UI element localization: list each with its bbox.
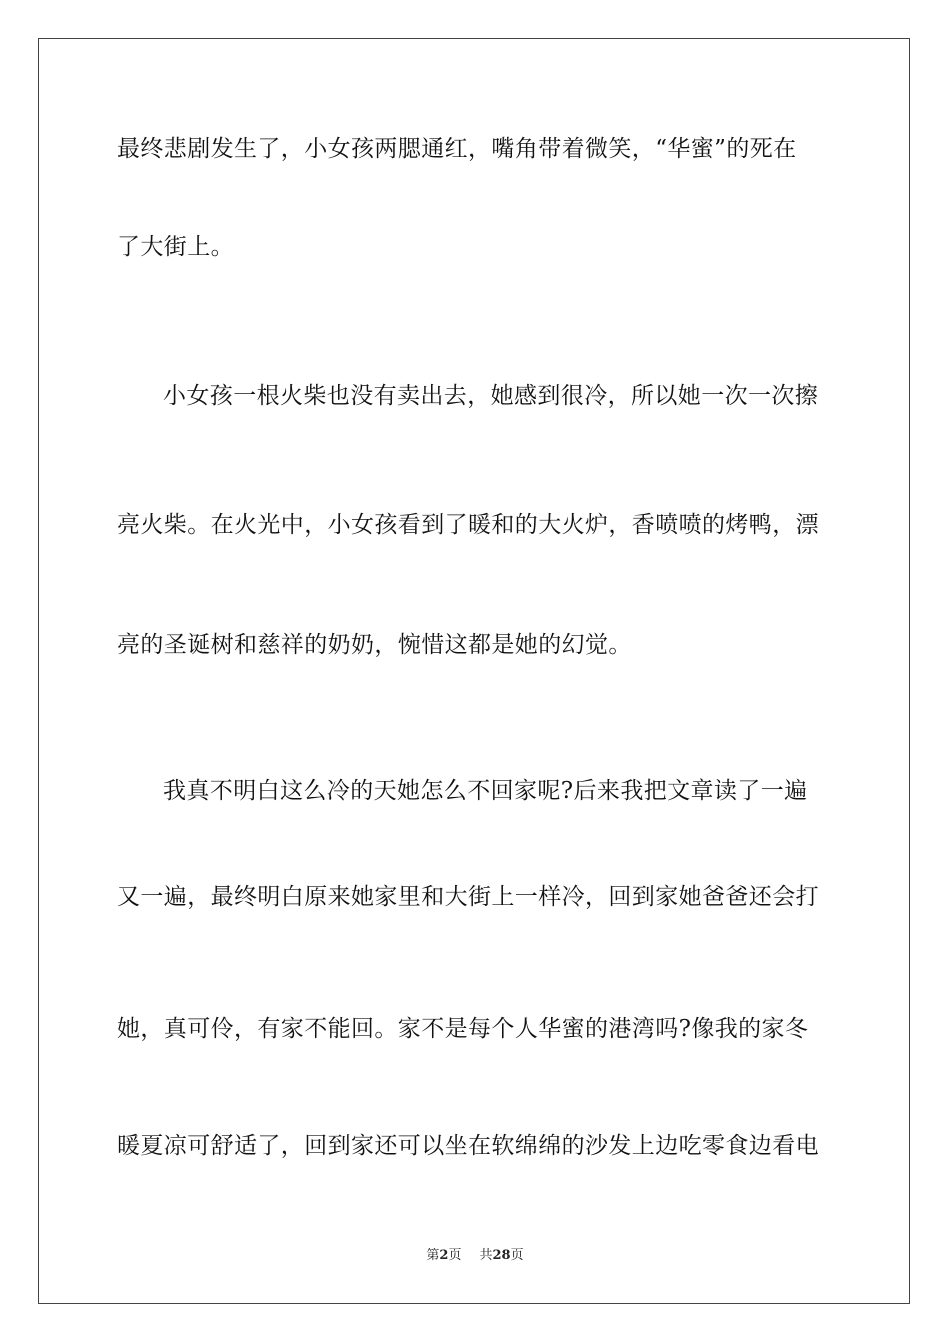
page-footer [0, 1247, 950, 1265]
text-line-8: 她，真可伶，有家不能回。家不是每个人华蜜的港湾吗?像我的家冬 [117, 1016, 809, 1042]
text-line-9: 暖夏凉可舒适了，回到家还可以坐在软绵绵的沙发上边吃零食边看电 [117, 1133, 819, 1159]
text-line-7: 又一遍，最终明白原来她家里和大街上一样冷，回到家她爸爸还会打 [117, 884, 819, 910]
footer-total-prefix: 共 [479, 1248, 493, 1263]
footer-total-suffix: 页 [510, 1248, 524, 1263]
text-line-4: 亮火柴。在火光中，小女孩看到了暖和的大火炉，香喷喷的烤鸭，漂 [117, 512, 819, 538]
text-line-3-paragraph-start: 小女孩一根火柴也没有卖出去，她感到很冷，所以她一次一次擦 [163, 383, 819, 409]
text-line-6-paragraph-start: 我真不明白这么冷的天她怎么不回家呢?后来我把文章读了一遍 [163, 778, 808, 804]
footer-page-prefix: 第 [426, 1248, 440, 1263]
page-border [38, 38, 910, 1304]
footer-page-suffix: 页 [448, 1248, 462, 1263]
footer-total-pages: 28 [492, 1248, 511, 1263]
text-line-1: 最终悲剧发生了，小女孩两腮通红，嘴角带着微笑，“华蜜”的死在 [117, 136, 797, 162]
text-line-5: 亮的圣诞树和慈祥的奶奶，惋惜这都是她的幻觉。 [117, 632, 632, 658]
footer-page-number: 2 [439, 1248, 449, 1263]
text-line-2: 了大街上。 [117, 234, 234, 260]
